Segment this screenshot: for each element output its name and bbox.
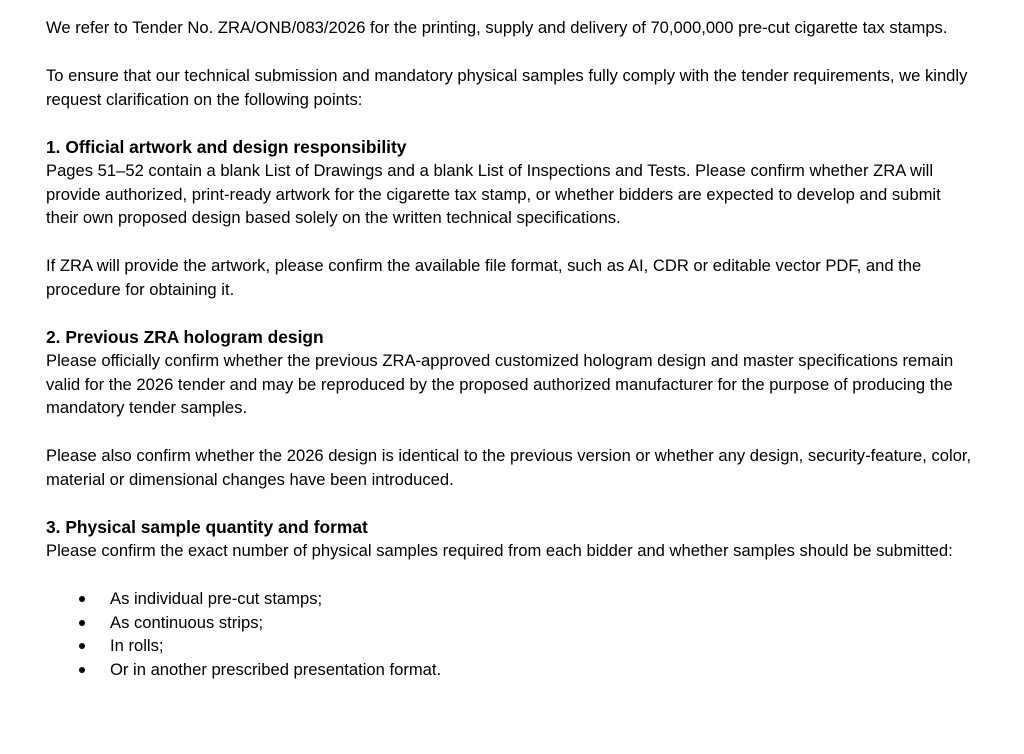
section-heading: 2. Previous ZRA hologram design: [46, 326, 324, 347]
section-paragraph: Pages 51–52 contain a blank List of Drawings and a blank List of Inspections and Tests. Please confirm whether ZRA will provide authorized, print-ready artwork for the cigarette tax stamp, or whether bidders are expected to develop and submit their own proposed design based solely on the written technical specifications.: [46, 161, 941, 227]
list-item-text: In rolls;: [110, 636, 164, 655]
document-page: [46, 16, 976, 681]
section-paragraph: Please officially confirm whether the previous ZRA-approved customized hologram design and master specifications remain valid for the 2026 tender and may be reproduced by the proposed authorized manufacturer for the purpose of producing the mandatory tender samples.: [46, 351, 954, 417]
section-artwork: [46, 136, 976, 302]
section-paragraph: Please also confirm whether the 2026 design is identical to the previous version or whether any design, security-feature, color, material or dimensional changes have been introduced.: [46, 446, 972, 489]
paragraph-spacer: [46, 40, 976, 65]
paragraph-spacer: [46, 563, 976, 588]
bullet-icon: [79, 620, 85, 626]
section-heading: 3. Physical sample quantity and format: [46, 516, 368, 537]
section-paragraph: If ZRA will provide the artwork, please confirm the available file format, such as AI, CDR or editable vector PDF, and the procedure for obtaining it.: [46, 256, 922, 299]
list-item: [46, 587, 976, 611]
section-hologram: [46, 326, 976, 492]
intro-paragraph: We refer to Tender No. ZRA/ONB/083/2026 for the printing, supply and delivery of 70,000,000 pre-cut cigarette tax stamps.: [46, 18, 948, 37]
paragraph-spacer: [46, 230, 976, 255]
paragraph-spacer: [46, 111, 976, 136]
list-item-text: As individual pre-cut stamps;: [110, 589, 323, 608]
list-item: [46, 634, 976, 658]
section-heading: 1. Official artwork and design responsibility: [46, 136, 407, 157]
section-samples: [46, 516, 976, 682]
bullet-icon: [79, 643, 85, 649]
list-item: [46, 658, 976, 682]
paragraph-spacer: [46, 420, 976, 445]
bullet-icon: [79, 596, 85, 602]
paragraph-spacer: [46, 491, 976, 516]
section-paragraph: Please confirm the exact number of physical samples required from each bidder and whether samples should be submitted:: [46, 541, 953, 560]
list-item-text: As continuous strips;: [110, 612, 264, 632]
intro-request-paragraph: To ensure that our technical submission and mandatory physical samples fully comply with the tender requirements, we kindly request clarification on the following points:: [46, 66, 968, 109]
list-item-text: Or in another prescribed presentation format.: [110, 659, 442, 679]
bullet-icon: [79, 667, 85, 673]
paragraph-spacer: [46, 301, 976, 326]
list-item: [46, 611, 976, 635]
sample-format-list: [46, 587, 976, 681]
